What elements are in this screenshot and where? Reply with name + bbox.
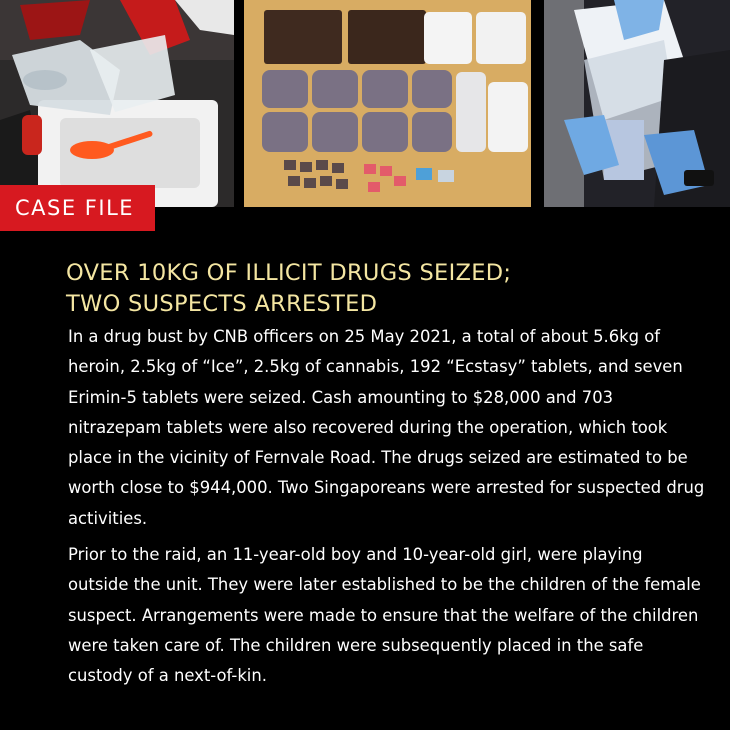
body-paragraph-2: Prior to the raid, an 11-year-old boy and 10-year-old girl, were playing outside the unit. They were later established to be the children of the female suspect. Arrangements were made to ensure that the welfare of the children were taken care of. The children were subsequently placed in the safe custody of a next-of-kin.: [68, 545, 701, 686]
body-paragraph-1: In a drug bust by CNB officers on 25 May 2021, a total of about 5.6kg of heroin, 2.5kg of “Ice”, 2.5kg of cannabis, 192 “Ecstasy” tablets, and seven Erimin-5 tablets were seized. Cash amounting to $28,000 and 703 nitrazepam tablets were also recovered during the operation, which took place in the vicinity of Fernvale Road. The drugs seized are estimated to be worth close to $944,000. Two Singaporeans were arrested for suspected drug activities.: [68, 327, 705, 528]
headline: [66, 258, 706, 320]
headline-line-2: TWO SUSPECTS ARRESTED: [66, 291, 378, 317]
photo-ice-packets: [0, 0, 234, 207]
photo-seized-drugs-display: [244, 0, 531, 207]
photo-officer-search-image: [544, 0, 730, 207]
photo-seized-drugs-image: [244, 0, 531, 207]
headline-line-1: OVER 10KG OF ILLICIT DRUGS SEIZED;: [66, 260, 512, 286]
case-file-badge: CASE FILE: [0, 185, 155, 231]
photo-ice-packets-image: [0, 0, 234, 207]
photo-strip: [0, 0, 730, 207]
photo-officer-search: [544, 0, 730, 207]
